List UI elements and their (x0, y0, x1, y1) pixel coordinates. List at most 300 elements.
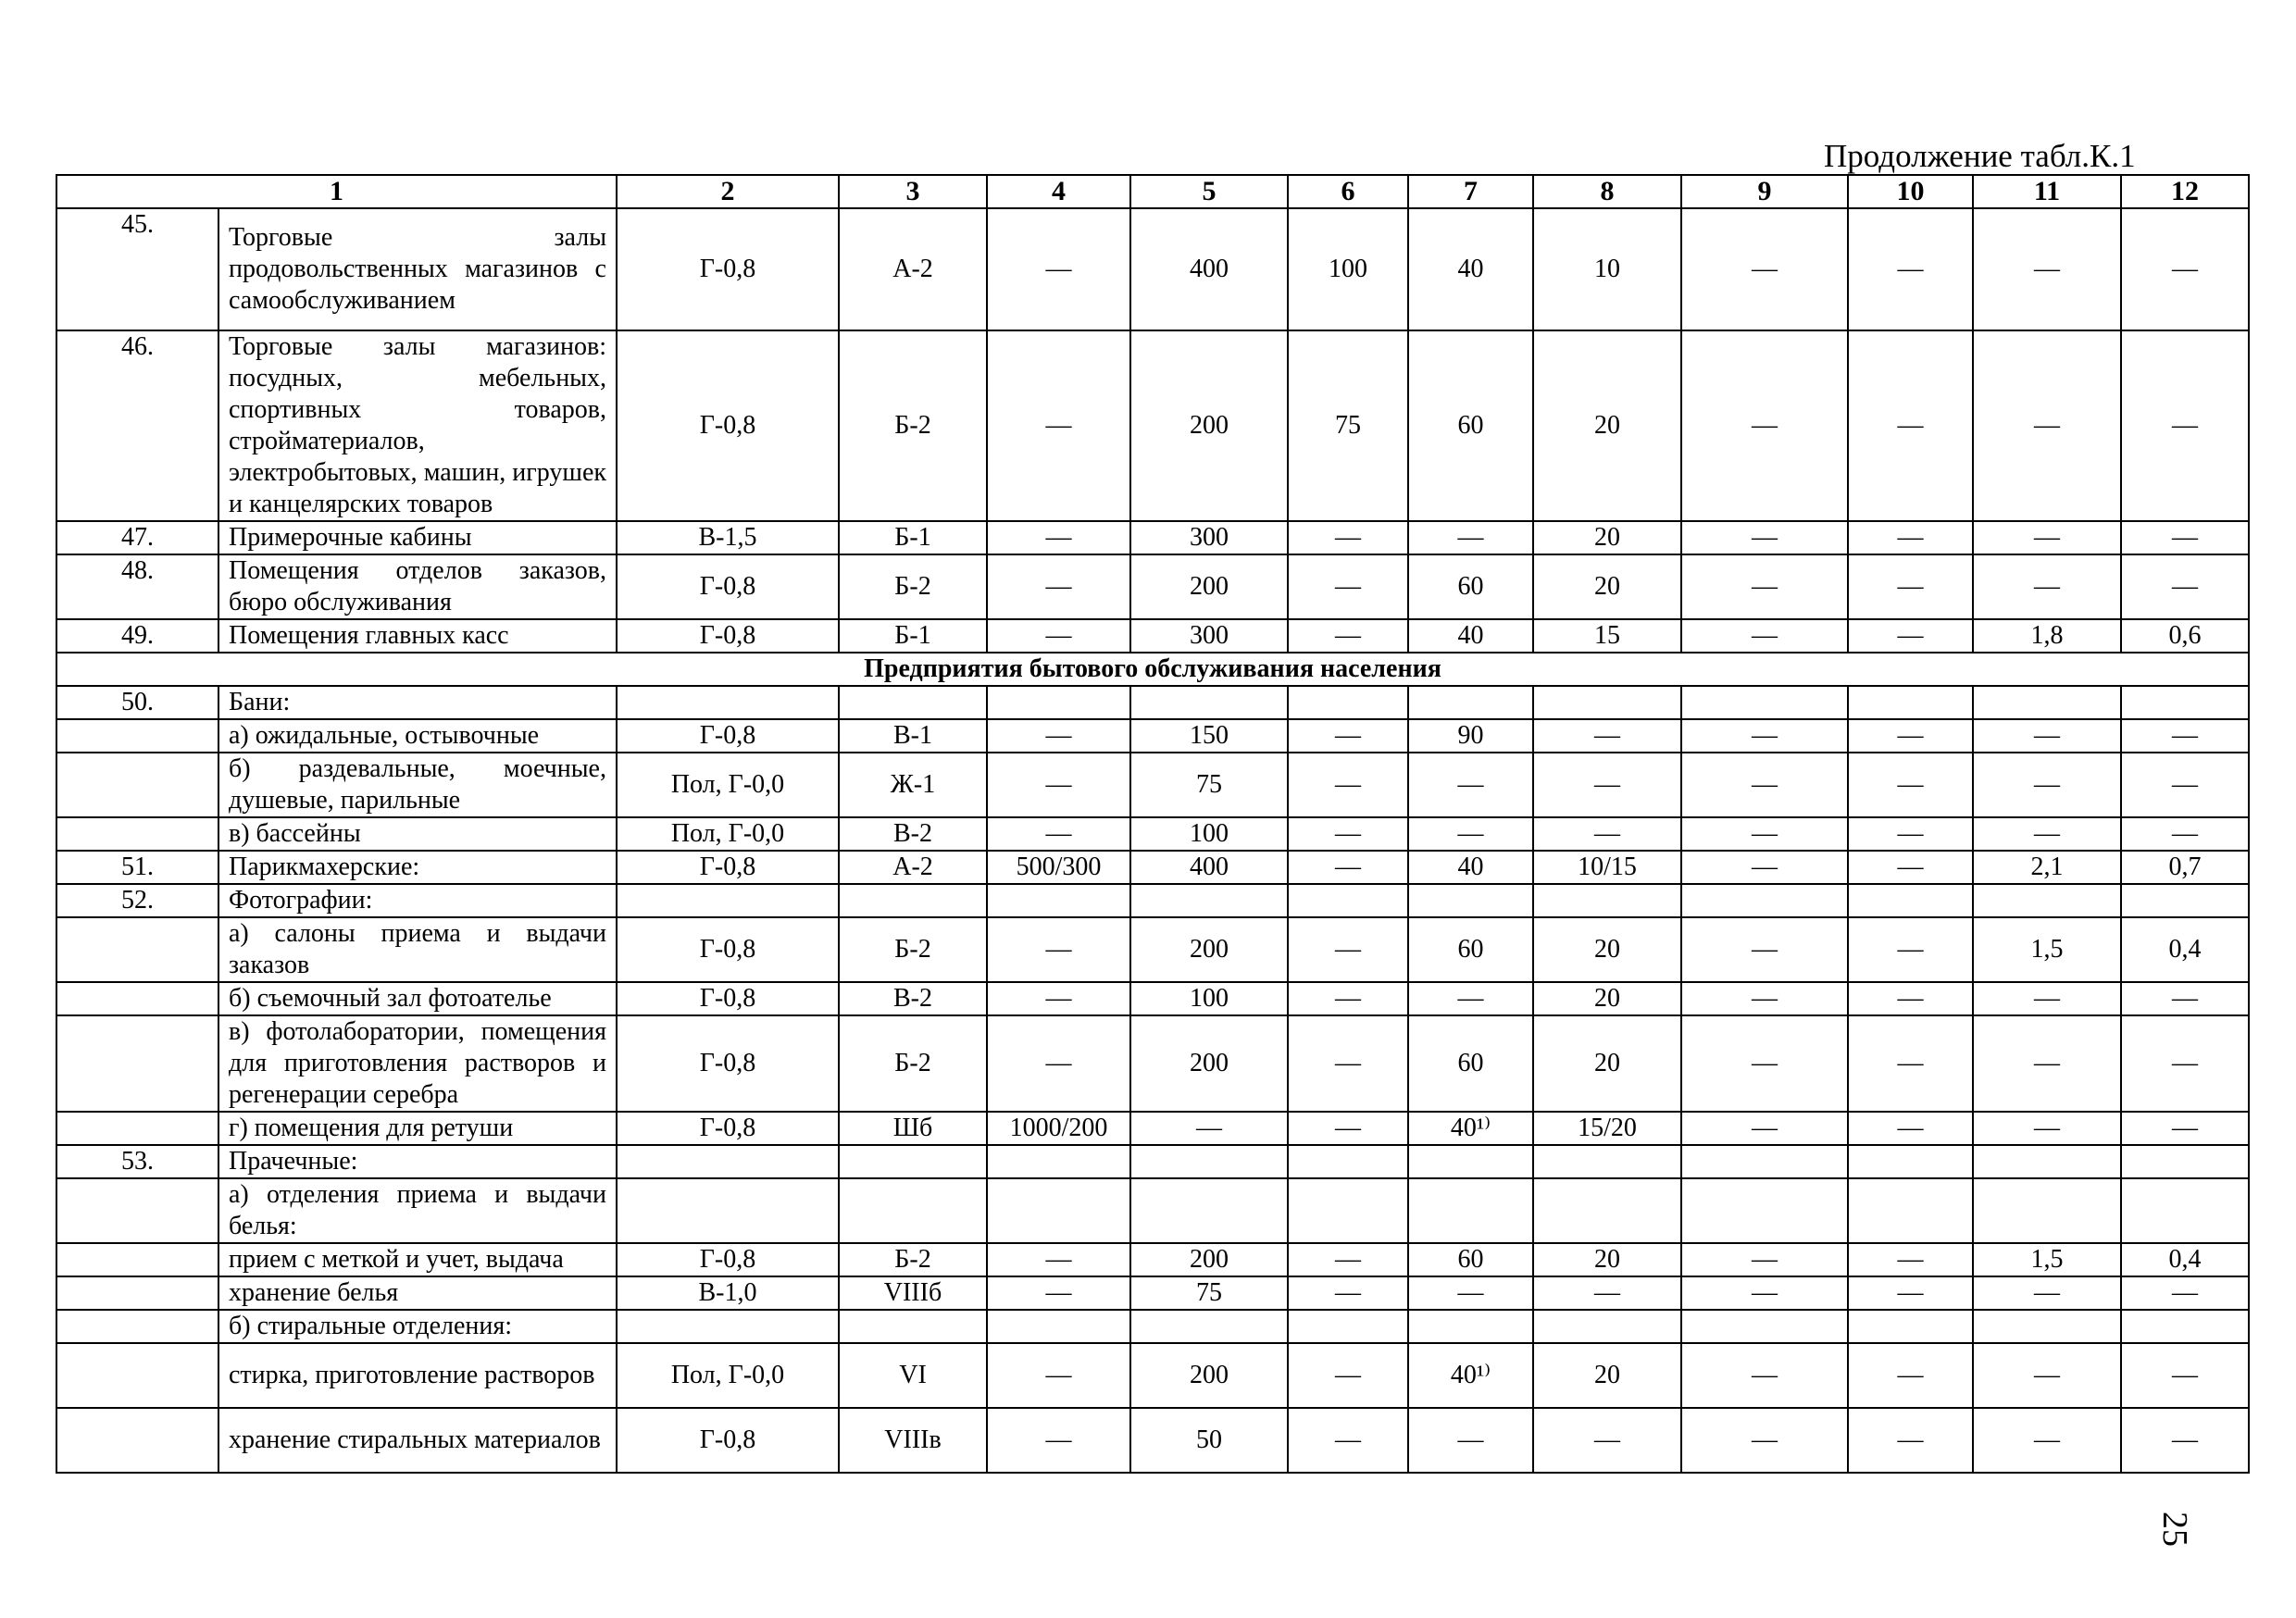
table-row (56, 1343, 2249, 1408)
value-cell: — (1408, 753, 1533, 817)
value-cell: — (1681, 1112, 1848, 1145)
value-cell: — (1681, 1276, 1848, 1310)
value-cell: — (1973, 330, 2121, 521)
value-cell: — (1533, 1276, 1681, 1310)
table-row (56, 521, 2249, 554)
column-header: 10 (1848, 175, 1973, 208)
value-cell (2121, 1310, 2249, 1343)
value-cell: — (987, 917, 1130, 982)
value-cell: — (1533, 719, 1681, 753)
value-cell: — (1681, 851, 1848, 884)
value-cell: 20 (1533, 554, 1681, 619)
room-name: Примерочные кабины (218, 521, 617, 554)
table-row (56, 982, 2249, 1015)
room-name: Торговые залы продовольственных магазинов с самообслуживанием (218, 208, 617, 330)
value-cell: Г-0,8 (617, 982, 839, 1015)
table-row (56, 1145, 2249, 1178)
value-cell (617, 1178, 839, 1243)
value-cell: 200 (1130, 1015, 1288, 1112)
value-cell (1973, 1310, 2121, 1343)
value-cell: Пол, Г-0,0 (617, 817, 839, 851)
value-cell: Г-0,8 (617, 719, 839, 753)
value-cell: Б-2 (839, 1243, 987, 1276)
value-cell: — (1288, 1243, 1408, 1276)
table-row (56, 619, 2249, 653)
value-cell: 60 (1408, 554, 1533, 619)
value-cell: В-1,5 (617, 521, 839, 554)
row-number (56, 1276, 218, 1310)
value-cell: — (2121, 554, 2249, 619)
value-cell: 50 (1130, 1408, 1288, 1473)
value-cell: — (1408, 817, 1533, 851)
value-cell (1848, 1178, 1973, 1243)
row-number: 48. (56, 554, 218, 619)
row-number (56, 1310, 218, 1343)
value-cell (2121, 1178, 2249, 1243)
value-cell: 200 (1130, 330, 1288, 521)
value-cell: — (1288, 719, 1408, 753)
value-cell: 2,1 (1973, 851, 2121, 884)
section-row (56, 653, 2249, 686)
value-cell: — (1848, 982, 1973, 1015)
table-row (56, 917, 2249, 982)
value-cell (1408, 884, 1533, 917)
value-cell (1408, 1310, 1533, 1343)
value-cell (1848, 884, 1973, 917)
value-cell: — (1681, 982, 1848, 1015)
value-cell: Пол, Г-0,0 (617, 1343, 839, 1408)
row-number (56, 982, 218, 1015)
value-cell: — (987, 982, 1130, 1015)
row-number: 49. (56, 619, 218, 653)
value-cell: — (2121, 982, 2249, 1015)
value-cell: Пол, Г-0,0 (617, 753, 839, 817)
room-name: а) отделения приема и выдачи белья: (218, 1178, 617, 1243)
value-cell (1130, 1145, 1288, 1178)
value-cell (1681, 884, 1848, 917)
value-cell: — (1848, 851, 1973, 884)
value-cell: 20 (1533, 330, 1681, 521)
value-cell: Ж-1 (839, 753, 987, 817)
value-cell: — (2121, 1015, 2249, 1112)
value-cell: — (1681, 1343, 1848, 1408)
value-cell: — (1288, 1276, 1408, 1310)
value-cell: 20 (1533, 521, 1681, 554)
value-cell: — (1681, 1015, 1848, 1112)
value-cell (987, 1310, 1130, 1343)
value-cell (617, 1310, 839, 1343)
row-number (56, 1178, 218, 1243)
row-number (56, 719, 218, 753)
value-cell: — (1681, 208, 1848, 330)
value-cell: 0,4 (2121, 1243, 2249, 1276)
value-cell: — (1848, 208, 1973, 330)
row-number (56, 1243, 218, 1276)
room-name: б) съемочный зал фотоателье (218, 982, 617, 1015)
column-header: 3 (839, 175, 987, 208)
value-cell: 400 (1130, 851, 1288, 884)
value-cell: 20 (1533, 1343, 1681, 1408)
value-cell: — (1288, 554, 1408, 619)
value-cell: В-1,0 (617, 1276, 839, 1310)
value-cell (987, 1178, 1130, 1243)
value-cell (1533, 884, 1681, 917)
value-cell: VIIIб (839, 1276, 987, 1310)
value-cell: — (1288, 1112, 1408, 1145)
value-cell (1408, 1145, 1533, 1178)
value-cell (1288, 884, 1408, 917)
value-cell: — (1533, 817, 1681, 851)
value-cell: — (1973, 521, 2121, 554)
value-cell (1681, 686, 1848, 719)
value-cell: 100 (1130, 817, 1288, 851)
value-cell: — (1681, 917, 1848, 982)
value-cell (1408, 686, 1533, 719)
value-cell: — (2121, 1112, 2249, 1145)
row-number (56, 1015, 218, 1112)
value-cell: 1,5 (1973, 1243, 2121, 1276)
value-cell: — (987, 208, 1130, 330)
value-cell: — (1848, 817, 1973, 851)
value-cell: — (987, 554, 1130, 619)
value-cell: — (1848, 619, 1973, 653)
value-cell: VI (839, 1343, 987, 1408)
value-cell: Шб (839, 1112, 987, 1145)
table-row (56, 817, 2249, 851)
value-cell: — (1973, 753, 2121, 817)
value-cell: — (1288, 753, 1408, 817)
value-cell: — (1681, 753, 1848, 817)
room-name: в) бассейны (218, 817, 617, 851)
value-cell: 10 (1533, 208, 1681, 330)
value-cell: VIIIв (839, 1408, 987, 1473)
value-cell: 1,8 (1973, 619, 2121, 653)
value-cell (2121, 686, 2249, 719)
value-cell: — (1848, 330, 1973, 521)
value-cell: — (987, 817, 1130, 851)
room-name: хранение белья (218, 1276, 617, 1310)
row-number (56, 1343, 218, 1408)
table-row (56, 1310, 2249, 1343)
value-cell: 200 (1130, 554, 1288, 619)
room-name: а) ожидальные, остывочные (218, 719, 617, 753)
table-caption: Продолжение табл.К.1 (1824, 138, 2136, 174)
column-header: 9 (1681, 175, 1848, 208)
value-cell: 90 (1408, 719, 1533, 753)
value-cell: В-2 (839, 982, 987, 1015)
value-cell: — (987, 619, 1130, 653)
table-row (56, 719, 2249, 753)
value-cell: — (1533, 753, 1681, 817)
value-cell: Г-0,8 (617, 619, 839, 653)
value-cell: — (987, 1015, 1130, 1112)
value-cell: В-2 (839, 817, 987, 851)
value-cell: — (1848, 1243, 1973, 1276)
row-number: 51. (56, 851, 218, 884)
value-cell: — (1848, 917, 1973, 982)
value-cell: Г-0,8 (617, 1112, 839, 1145)
value-cell: — (1848, 1343, 1973, 1408)
value-cell: — (987, 719, 1130, 753)
row-number (56, 917, 218, 982)
column-header: 5 (1130, 175, 1288, 208)
value-cell (987, 884, 1130, 917)
value-cell: Г-0,8 (617, 1243, 839, 1276)
value-cell: 20 (1533, 917, 1681, 982)
value-cell: 20 (1533, 1015, 1681, 1112)
value-cell: Г-0,8 (617, 1408, 839, 1473)
room-name: б) раздевальные, моечные, душевые, парильные (218, 753, 617, 817)
value-cell (1288, 686, 1408, 719)
value-cell: Г-0,8 (617, 554, 839, 619)
value-cell: — (1848, 521, 1973, 554)
value-cell: Г-0,8 (617, 917, 839, 982)
value-cell (987, 686, 1130, 719)
value-cell: В-1 (839, 719, 987, 753)
row-number: 50. (56, 686, 218, 719)
room-name: Бани: (218, 686, 617, 719)
table-row (56, 1243, 2249, 1276)
value-cell (1288, 1178, 1408, 1243)
value-cell: — (987, 753, 1130, 817)
value-cell (1973, 1145, 2121, 1178)
value-cell: — (1973, 208, 2121, 330)
table-row (56, 554, 2249, 619)
value-cell: 100 (1288, 208, 1408, 330)
value-cell: — (2121, 719, 2249, 753)
value-cell: 0,4 (2121, 917, 2249, 982)
table-row (56, 686, 2249, 719)
row-number: 45. (56, 208, 218, 330)
value-cell (1533, 1178, 1681, 1243)
value-cell (839, 686, 987, 719)
room-name: Помещения главных касс (218, 619, 617, 653)
value-cell: — (1288, 1015, 1408, 1112)
value-cell: — (2121, 1343, 2249, 1408)
value-cell: — (1408, 521, 1533, 554)
value-cell (1130, 1178, 1288, 1243)
value-cell (1848, 1310, 1973, 1343)
value-cell: 1000/200 (987, 1112, 1130, 1145)
row-number (56, 1112, 218, 1145)
value-cell: — (2121, 817, 2249, 851)
value-cell (1973, 686, 2121, 719)
value-cell: — (1130, 1112, 1288, 1145)
value-cell (2121, 884, 2249, 917)
value-cell: — (2121, 753, 2249, 817)
table-row (56, 753, 2249, 817)
value-cell: А-2 (839, 851, 987, 884)
value-cell (1130, 884, 1288, 917)
value-cell: — (1973, 554, 2121, 619)
value-cell: — (1973, 1112, 2121, 1145)
value-cell: 200 (1130, 1243, 1288, 1276)
value-cell (1533, 686, 1681, 719)
room-name: стирка, приготовление растворов (218, 1343, 617, 1408)
value-cell (839, 884, 987, 917)
value-cell: — (1973, 817, 2121, 851)
value-cell: — (1681, 1243, 1848, 1276)
column-header: 8 (1533, 175, 1681, 208)
value-cell: А-2 (839, 208, 987, 330)
value-cell: — (1288, 851, 1408, 884)
value-cell: — (1848, 1276, 1973, 1310)
value-cell: — (1288, 982, 1408, 1015)
value-cell: 200 (1130, 1343, 1288, 1408)
value-cell: — (1973, 1276, 2121, 1310)
value-cell: — (987, 521, 1130, 554)
value-cell: 40¹⁾ (1408, 1112, 1533, 1145)
value-cell: 75 (1130, 753, 1288, 817)
value-cell: — (1848, 719, 1973, 753)
value-cell: — (2121, 1408, 2249, 1473)
value-cell: — (1288, 917, 1408, 982)
value-cell (1130, 1310, 1288, 1343)
value-cell: 20 (1533, 982, 1681, 1015)
room-name: Помещения отделов заказов, бюро обслуживания (218, 554, 617, 619)
table-row (56, 208, 2249, 330)
value-cell: 40 (1408, 619, 1533, 653)
table-row (56, 851, 2249, 884)
value-cell: 15/20 (1533, 1112, 1681, 1145)
value-cell: 0,6 (2121, 619, 2249, 653)
value-cell: — (987, 330, 1130, 521)
value-cell: — (987, 1343, 1130, 1408)
value-cell: 300 (1130, 521, 1288, 554)
value-cell: Б-2 (839, 1015, 987, 1112)
value-cell: Г-0,8 (617, 208, 839, 330)
value-cell (987, 1145, 1130, 1178)
value-cell: — (987, 1408, 1130, 1473)
room-name: хранение стиральных материалов (218, 1408, 617, 1473)
table-row (56, 1015, 2249, 1112)
value-cell: — (1288, 521, 1408, 554)
value-cell: — (2121, 1276, 2249, 1310)
column-header: 2 (617, 175, 839, 208)
value-cell (1681, 1178, 1848, 1243)
value-cell (839, 1178, 987, 1243)
value-cell (1288, 1145, 1408, 1178)
value-cell (1848, 686, 1973, 719)
value-cell: — (1681, 554, 1848, 619)
value-cell: 500/300 (987, 851, 1130, 884)
value-cell (839, 1310, 987, 1343)
value-cell: — (2121, 330, 2249, 521)
value-cell: 10/15 (1533, 851, 1681, 884)
room-name: Прачечные: (218, 1145, 617, 1178)
value-cell: — (1408, 1276, 1533, 1310)
table-row (56, 1276, 2249, 1310)
norms-table (56, 174, 2250, 1474)
page-number: 25 (2155, 1512, 2194, 1547)
value-cell: — (1848, 1408, 1973, 1473)
value-cell: — (1681, 1408, 1848, 1473)
value-cell: — (1408, 982, 1533, 1015)
room-name: б) стиральные отделения: (218, 1310, 617, 1343)
value-cell: — (987, 1243, 1130, 1276)
value-cell: 60 (1408, 330, 1533, 521)
value-cell: — (1848, 1112, 1973, 1145)
value-cell: 40 (1408, 208, 1533, 330)
value-cell: — (1681, 521, 1848, 554)
room-name: Торговые залы магазинов: посудных, мебельных, спортивных товаров, стройматериалов, электробытовых, машин, игрушек и канцелярских товаров (218, 330, 617, 521)
value-cell: Г-0,8 (617, 330, 839, 521)
room-name: прием с меткой и учет, выдача (218, 1243, 617, 1276)
table-row (56, 1408, 2249, 1473)
value-cell: 75 (1288, 330, 1408, 521)
room-name: Парикмахерские: (218, 851, 617, 884)
value-cell: 100 (1130, 982, 1288, 1015)
value-cell (617, 884, 839, 917)
value-cell (1288, 1310, 1408, 1343)
value-cell (617, 1145, 839, 1178)
table-row (56, 1112, 2249, 1145)
value-cell: — (987, 1276, 1130, 1310)
section-title: Предприятия бытового обслуживания населения (56, 653, 2249, 686)
value-cell (2121, 1145, 2249, 1178)
value-cell: — (1288, 619, 1408, 653)
value-cell: 150 (1130, 719, 1288, 753)
value-cell: — (1681, 817, 1848, 851)
value-cell: 60 (1408, 1015, 1533, 1112)
column-header: 7 (1408, 175, 1533, 208)
value-cell: 60 (1408, 917, 1533, 982)
value-cell (839, 1145, 987, 1178)
value-cell: — (1288, 1408, 1408, 1473)
value-cell (1533, 1145, 1681, 1178)
row-number: 53. (56, 1145, 218, 1178)
column-header: 4 (987, 175, 1130, 208)
value-cell: — (1533, 1408, 1681, 1473)
value-cell: 60 (1408, 1243, 1533, 1276)
value-cell: — (1973, 719, 2121, 753)
value-cell: — (1973, 1015, 2121, 1112)
column-header: 1 (56, 175, 617, 208)
value-cell: 40 (1408, 851, 1533, 884)
value-cell: Г-0,8 (617, 851, 839, 884)
value-cell: Г-0,8 (617, 1015, 839, 1112)
value-cell: Б-1 (839, 521, 987, 554)
value-cell: 75 (1130, 1276, 1288, 1310)
room-name: Фотографии: (218, 884, 617, 917)
value-cell: — (1973, 1408, 2121, 1473)
value-cell (1681, 1310, 1848, 1343)
room-name: в) фотолаборатории, помещения для приготовления растворов и регенерации серебра (218, 1015, 617, 1112)
value-cell: 200 (1130, 917, 1288, 982)
value-cell: — (2121, 208, 2249, 330)
value-cell: — (1288, 1343, 1408, 1408)
row-number: 47. (56, 521, 218, 554)
value-cell: Б-1 (839, 619, 987, 653)
value-cell (1973, 1178, 2121, 1243)
room-name: г) помещения для ретуши (218, 1112, 617, 1145)
value-cell: 40¹⁾ (1408, 1343, 1533, 1408)
value-cell (1130, 686, 1288, 719)
value-cell: Б-2 (839, 330, 987, 521)
value-cell: Б-2 (839, 917, 987, 982)
value-cell: — (1681, 330, 1848, 521)
column-header: 11 (1973, 175, 2121, 208)
table-row (56, 1178, 2249, 1243)
column-header: 12 (2121, 175, 2249, 208)
value-cell: — (1973, 1343, 2121, 1408)
header-row (56, 175, 2249, 208)
value-cell: — (1408, 1408, 1533, 1473)
row-number (56, 753, 218, 817)
value-cell (1848, 1145, 1973, 1178)
value-cell: — (2121, 521, 2249, 554)
column-header: 6 (1288, 175, 1408, 208)
